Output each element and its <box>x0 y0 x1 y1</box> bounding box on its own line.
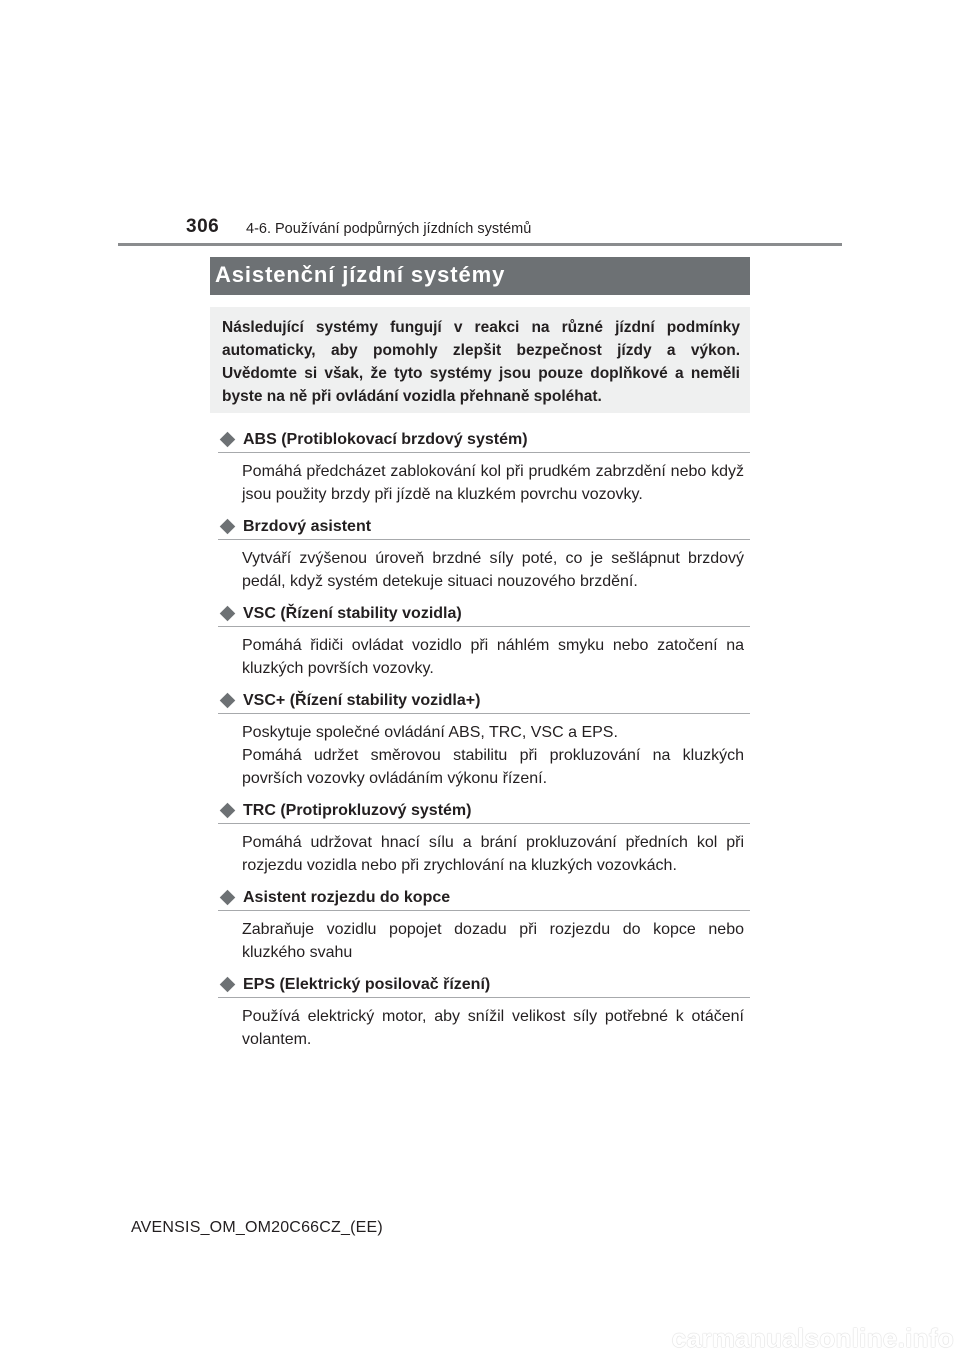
system-description <box>242 1005 744 1051</box>
description-line: Vytváří zvýšenou úroveň brzdné síly poté, co je sešlápnut brzdový pedál, když systém detekuje situaci nouzového brzdění. <box>242 550 744 590</box>
diamond-bullet-icon <box>220 803 236 819</box>
chapter-title: 4-6. Používání podpůrných jízdních systémů <box>246 221 532 237</box>
description-line: Pomáhá řidiči ovládat vozidlo při náhlém smyku nebo zatočení na kluzkých površích vozovky. <box>242 637 744 677</box>
system-heading <box>218 688 750 714</box>
page-number: 306 <box>186 216 220 237</box>
system-heading <box>218 514 750 540</box>
system-heading <box>218 972 750 998</box>
system-description <box>242 460 744 506</box>
description-line: Pomáhá udržet směrovou stabilitu při prokluzování na kluzkých površích vozovky ovládáním výkonu řízení. <box>242 747 744 787</box>
system-brake-assist <box>218 514 750 593</box>
system-title: Asistent rozjezdu do kopce <box>243 888 451 906</box>
header-divider <box>118 243 842 246</box>
systems-list <box>218 427 750 1059</box>
system-abs <box>218 427 750 506</box>
diamond-bullet-icon <box>220 606 236 622</box>
description-line: Používá elektrický motor, aby snížil velikost síly potřebné k otáčení volantem. <box>242 1008 744 1048</box>
system-vsc <box>218 601 750 680</box>
system-description <box>242 547 744 593</box>
intro-box <box>210 307 750 413</box>
intro-text: Následující systémy fungují v reakci na různé jízdní podmínky automaticky, aby pomohly zlepšit bezpečnost jízdy a výkon. Uvědomte si však, že tyto systémy jsou pouze doplňkové a neměli byste na ně při ovládání vozidla přehnaně spoléhat. <box>222 319 740 405</box>
watermark: carmanualsonline.info <box>671 1323 954 1353</box>
system-trc <box>218 798 750 877</box>
system-description <box>242 634 744 680</box>
system-heading <box>218 601 750 627</box>
description-line: Pomáhá předcházet zablokování kol při prudkém zabrzdění nebo když jsou použity brzdy při jízdě na kluzkém povrchu vozovky. <box>242 463 744 503</box>
diamond-bullet-icon <box>220 890 236 906</box>
system-vsc-plus <box>218 688 750 790</box>
system-description <box>242 831 744 877</box>
system-title: VSC+ (Řízení stability vozidla+) <box>243 691 481 709</box>
system-eps <box>218 972 750 1051</box>
system-title: TRC (Protiprokluzový systém) <box>243 801 472 819</box>
system-description <box>242 721 744 790</box>
diamond-bullet-icon <box>220 519 236 535</box>
diamond-bullet-icon <box>220 977 236 993</box>
system-title: Brzdový asistent <box>243 517 372 535</box>
system-description <box>242 918 744 964</box>
system-hill-start-assist <box>218 885 750 964</box>
system-title: VSC (Řízení stability vozidla) <box>243 604 462 622</box>
system-heading <box>218 885 750 911</box>
document-id: AVENSIS_OM_OM20C66CZ_(EE) <box>131 1219 383 1236</box>
section-title: Asistenční jízdní systémy <box>215 262 506 287</box>
description-line: Pomáhá udržovat hnací sílu a brání prokluzování předních kol při rozjezdu vozidla nebo při zrychlování na kluzkých vozovkách. <box>242 834 744 874</box>
system-heading <box>218 798 750 824</box>
diamond-bullet-icon <box>220 432 236 448</box>
description-line: Zabraňuje vozidlu popojet dozadu při rozjezdu do kopce nebo kluzkého svahu <box>242 921 744 961</box>
system-title: ABS (Protiblokovací brzdový systém) <box>243 430 528 448</box>
diamond-bullet-icon <box>220 693 236 709</box>
system-title: EPS (Elektrický posilovač řízení) <box>243 975 491 993</box>
description-line: Poskytuje společné ovládání ABS, TRC, VSC a EPS. <box>242 724 618 741</box>
system-heading <box>218 427 750 453</box>
